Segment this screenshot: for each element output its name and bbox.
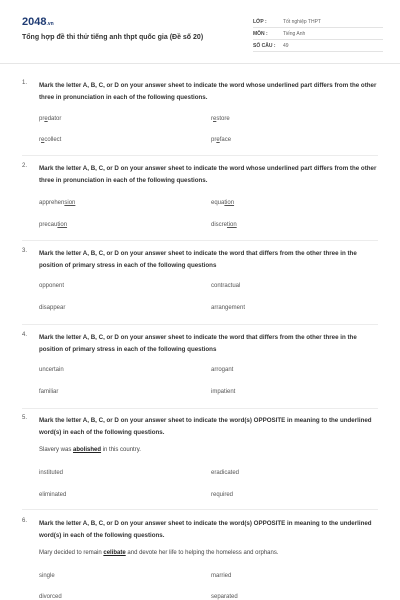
question-divider <box>22 324 378 325</box>
option-d[interactable]: impatient <box>211 389 236 395</box>
question-divider <box>22 240 378 241</box>
question-prompt: Mark the letter A, B, C, or D on your answer sheet to indicate the word(s) OPPOSITE in meaning to the underlined word(s) in each of the following questions. <box>39 520 372 539</box>
option-text: dator <box>47 116 62 122</box>
option-underlined: tion <box>57 222 68 228</box>
stem-text: in this country. <box>101 447 141 453</box>
meta-value: Tốt nghiệp THPT <box>283 18 321 25</box>
option-b[interactable]: eradicated <box>211 470 240 476</box>
exam-header <box>0 0 400 64</box>
stem-text: and devote her life to helping the homeless and orphans. <box>125 550 279 556</box>
question-stem <box>39 550 279 556</box>
option-text: precau <box>39 222 58 228</box>
question-3 <box>22 248 382 328</box>
question-number: 5. <box>22 415 28 421</box>
question-number: 3. <box>22 248 28 254</box>
meta-key: SỐ CÂU : <box>253 42 276 49</box>
stem-text: Mary decided to remain <box>39 550 104 556</box>
question-stem <box>39 447 141 453</box>
meta-key: LỚP : <box>253 18 267 25</box>
meta-value: 49 <box>283 42 289 49</box>
option-c[interactable] <box>39 222 67 228</box>
question-number: 2. <box>22 163 28 169</box>
option-underlined: sion <box>64 200 76 206</box>
question-number: 6. <box>22 518 28 524</box>
question-prompt: Mark the letter A, B, C, or D on your answer sheet to indicate the word(s) OPPOSITE in meaning to the underlined word(s) in each of the following questions. <box>39 417 372 436</box>
option-b[interactable]: arrogant <box>211 367 234 373</box>
option-d[interactable]: separated <box>211 594 238 600</box>
option-underlined: e <box>213 116 217 122</box>
option-underlined: e <box>41 137 45 143</box>
question-divider <box>22 509 378 510</box>
question-prompt: Mark the letter A, B, C, or D on your answer sheet to indicate the word that differs from the other three in the position of primary stress in each of the following questions <box>39 334 357 353</box>
question-number: 4. <box>22 332 28 338</box>
option-a[interactable] <box>39 200 75 206</box>
option-underlined: tion <box>224 200 235 206</box>
option-c[interactable]: divorced <box>39 594 62 600</box>
option-text: pr <box>211 137 217 143</box>
stem-text: Slavery was <box>39 447 74 453</box>
option-text: pr <box>39 116 45 122</box>
meta-row-class <box>253 16 383 28</box>
question-2 <box>22 163 382 243</box>
option-text: face <box>219 137 232 143</box>
option-underlined: tion <box>227 222 237 228</box>
option-b[interactable] <box>211 200 234 206</box>
question-divider <box>22 155 378 156</box>
option-c[interactable] <box>39 137 61 143</box>
option-a[interactable]: uncertain <box>39 367 64 373</box>
question-number: 1. <box>22 80 28 86</box>
option-c[interactable]: disappear <box>39 305 66 311</box>
site-logo[interactable] <box>22 16 54 28</box>
option-text: discre <box>211 222 228 228</box>
option-text: r <box>211 116 213 122</box>
option-a[interactable] <box>39 116 61 122</box>
exam-meta <box>253 16 383 52</box>
option-b[interactable] <box>211 116 230 122</box>
option-c[interactable]: eliminated <box>39 492 67 498</box>
question-divider <box>22 408 378 409</box>
question-1 <box>22 80 382 160</box>
option-b[interactable]: married <box>211 573 232 579</box>
meta-row-count <box>253 40 383 52</box>
option-d[interactable] <box>211 222 237 228</box>
option-b[interactable]: contractual <box>211 283 241 289</box>
question-4 <box>22 332 382 412</box>
question-6 <box>22 518 382 600</box>
option-text: r <box>39 137 41 143</box>
meta-value: Tiếng Anh <box>283 30 306 37</box>
option-a[interactable]: single <box>39 573 55 579</box>
question-prompt: Mark the letter A, B, C, or D on your answer sheet to indicate the word that differs from the other three in the position of primary stress in each of the following questions <box>39 250 357 269</box>
option-text: equa <box>211 200 225 206</box>
meta-key: MÔN : <box>253 30 268 37</box>
exam-title: Tổng hợp đề thi thử tiếng anh thpt quốc gia (Đề số 20) <box>22 34 204 41</box>
option-a[interactable]: instituted <box>39 470 64 476</box>
stem-underlined-word: abolished <box>73 447 102 453</box>
option-text: collect <box>44 137 62 143</box>
option-text: apprehen <box>39 200 65 206</box>
option-underlined: e <box>216 137 220 143</box>
option-d[interactable]: required <box>211 492 234 498</box>
question-prompt: Mark the letter A, B, C, or D on your answer sheet to indicate the word whose underlined part differs from the other three in pronunciation in each of the following questions. <box>39 165 377 184</box>
option-c[interactable]: familiar <box>39 389 59 395</box>
stem-underlined-word: celibate <box>103 550 126 556</box>
option-d[interactable]: arrangement <box>211 305 246 311</box>
meta-row-subject <box>253 28 383 40</box>
logo-suffix: .vn <box>46 21 54 27</box>
option-d[interactable] <box>211 137 231 143</box>
option-underlined: e <box>44 116 48 122</box>
logo-text: 2048 <box>22 16 47 28</box>
option-text: store <box>216 116 230 122</box>
option-a[interactable]: opponent <box>39 283 65 289</box>
question-prompt: Mark the letter A, B, C, or D on your answer sheet to indicate the word whose underlined part differs from the other three in pronunciation in each of the following questions. <box>39 82 377 101</box>
question-5 <box>22 415 382 510</box>
